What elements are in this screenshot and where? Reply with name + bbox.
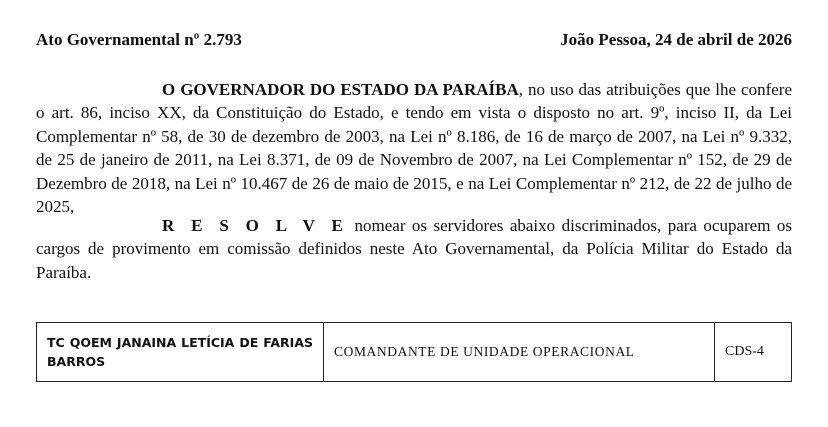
act-number: Ato Governamental nº 2.793 xyxy=(36,30,242,49)
resolution-text: nomear os servidores abaixo discriminados, para ocuparem os cargos de provimento em comissão definidos neste Ato Governamental, da Polícia Militar do Estado da Paraíba. xyxy=(36,216,792,282)
table-row xyxy=(37,323,792,382)
resolution-paragraph xyxy=(36,214,792,284)
position-symbol: CDS-4 xyxy=(715,323,792,382)
appointments-table xyxy=(36,322,792,382)
place-date: João Pessoa, 24 de abril de 2026 xyxy=(560,30,792,49)
preamble-paragraph xyxy=(36,78,792,218)
preamble-text: , no uso das atribuições que lhe confere o art. 86, inciso XX, da Constituição do Estado, e tendo em vista o disposto no art. 9º, inciso II, da Lei Complementar nº 58, de 30 de dezembro de 2003, na Lei nº 8.186, de 16 de março de 2007, na Lei nº 9.332, de 25 de janeiro de 2011, na Lei 8.371, de 09 de Novembro de 2007, na Lei Complementar nº 152, de 29 de Dezembro de 2018, na Lei nº 10.467 de 26 de maio de 2015, e na Lei Complementar nº 212, de 22 de julho de 2025, xyxy=(36,80,792,217)
appointee-name: TC QOEM JANAINA LETÍCIA DE FARIAS BARROS xyxy=(37,323,324,382)
document-header xyxy=(36,30,792,54)
resolve-keyword: R E S O L V E xyxy=(162,216,349,235)
appointee-position: COMANDANTE DE UNIDADE OPERACIONAL xyxy=(324,323,715,382)
governor-title: O GOVERNADOR DO ESTADO DA PARAÍBA xyxy=(162,80,519,99)
